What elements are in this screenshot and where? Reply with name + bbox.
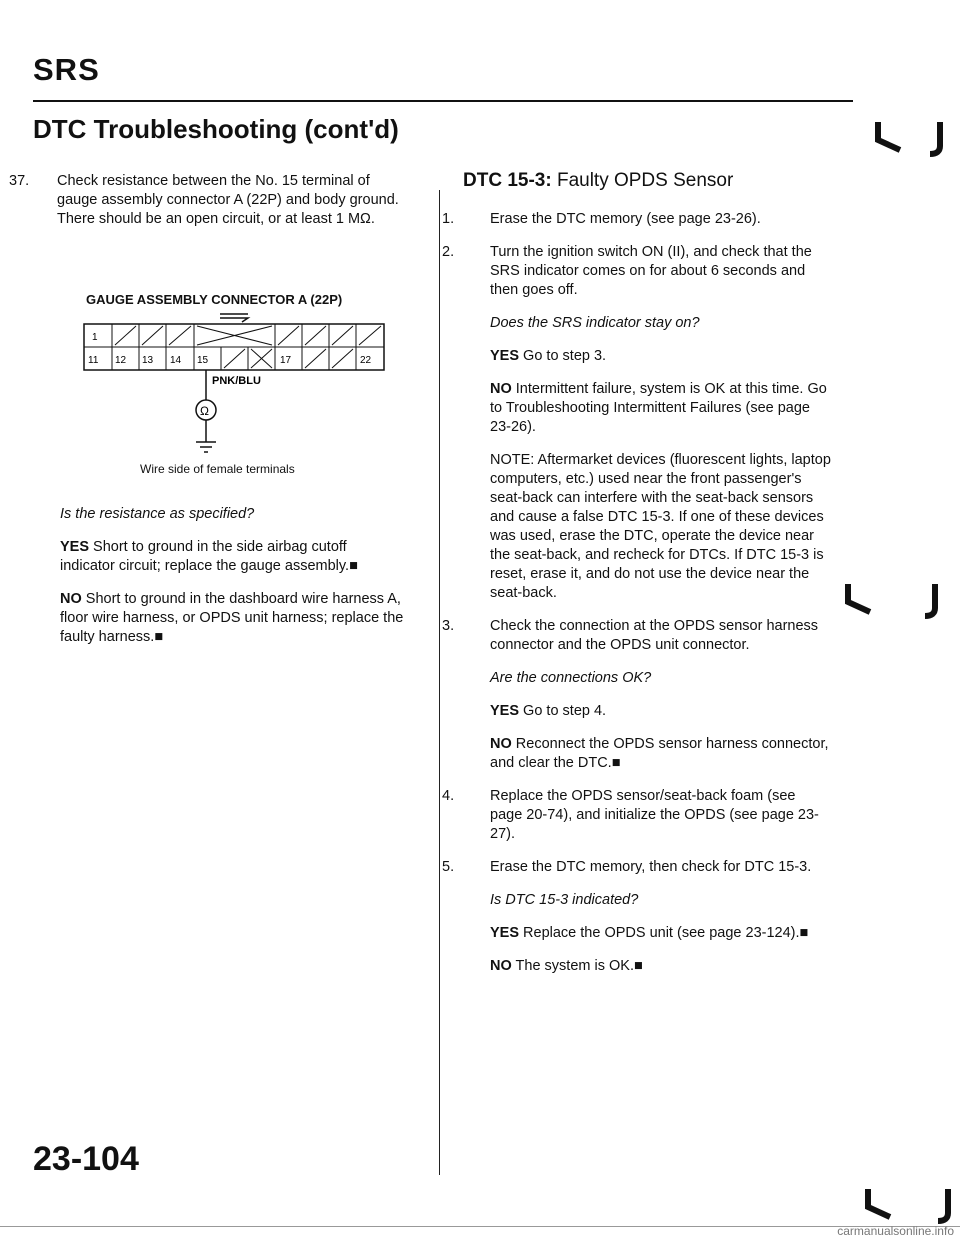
header-rule [33, 100, 853, 102]
yes-answer-5: YES Replace the OPDS unit (see page 23-124).■ [490, 925, 809, 941]
pin-label: 12 [115, 355, 127, 366]
corner-mark-icon [870, 118, 950, 158]
pin-label: 17 [280, 355, 292, 366]
step-1: 1. Erase the DTC memory (see page 23-26). [442, 211, 761, 227]
pin-label: 13 [142, 355, 154, 366]
diagram-title: GAUGE ASSEMBLY CONNECTOR A (22P) [86, 292, 343, 307]
step-37: 37. Check resistance between the No. 15 terminal of gauge assembly connector A (22P) and body ground. There should be an open circuit, or at least 1 MΩ. [9, 173, 399, 227]
pin-label: 15 [197, 355, 209, 366]
question: Is the resistance as specified? [60, 506, 255, 522]
yes-answer-2: YES Go to step 3. [490, 348, 607, 364]
ground-icon [196, 442, 216, 452]
question-2: Does the SRS indicator stay on? [490, 315, 700, 331]
pin-label: 1 [92, 332, 98, 343]
left-column [9, 172, 408, 243]
watermark: carmanualsonline.info [837, 1224, 954, 1238]
yes-answer-3: YES Go to step 4. [490, 703, 607, 719]
page-number: 23-104 [33, 1140, 139, 1178]
yes-answer: YES Short to ground in the side airbag cutoff indicator circuit; replace the gauge assembly.■ [60, 539, 358, 574]
pin-label: 14 [170, 355, 182, 366]
pin-label: 11 [88, 355, 99, 366]
no-answer: NO Short to ground in the dashboard wire harness A, floor wire harness, or OPDS unit harness; replace the faulty harness.■ [60, 591, 404, 645]
question-3: Are the connections OK? [490, 670, 652, 686]
step-3: 3. Check the connection at the OPDS sensor harness connector and the OPDS unit connector. [442, 618, 819, 653]
step-4: 4. Replace the OPDS sensor/seat-back foam (see page 20-74), and initialize the OPDS (see page 23-27). [442, 788, 819, 842]
corner-mark-icon [860, 1185, 960, 1225]
pin-label: 22 [360, 355, 372, 366]
dtc-title: DTC 15-3: Faulty OPDS Sensor [463, 170, 734, 191]
right-column [442, 210, 831, 990]
section-header: SRS [33, 52, 100, 87]
left-answers [60, 505, 405, 661]
page-title: DTC Troubleshooting (cont'd) [33, 114, 399, 144]
column-divider [439, 190, 440, 1175]
ohm-symbol: Ω [200, 404, 209, 418]
no-answer-5: NO The system is OK.■ [490, 958, 643, 974]
diagram-caption: Wire side of female terminals [140, 462, 295, 476]
no-answer-2: NO Intermittent failure, system is OK at this time. Go to Troubleshooting Intermittent Failures (see page 23-26). [490, 381, 827, 435]
corner-mark-icon [840, 580, 950, 620]
wire-color-label: PNK/BLU [212, 375, 261, 387]
question-5: Is DTC 15-3 indicated? [490, 892, 639, 908]
no-answer-3: NO Reconnect the OPDS sensor harness connector, and clear the DTC.■ [490, 736, 829, 771]
footer-rule [0, 1226, 960, 1227]
connector-diagram [70, 308, 390, 458]
step-5: 5. Erase the DTC memory, then check for DTC 15-3. [442, 859, 812, 875]
note: NOTE: Aftermarket devices (fluorescent lights, laptop computers, etc.) used near the front passenger's seat-back can interfere with the seat-back sensors and cause a false DTC 15-3. If one of these devices was used, erase the DTC, operate the device near the seat-back, and recheck for DTCs. If DTC 15-3 is reset, erase it, and do not use the device near the seat-back. [490, 452, 831, 601]
step-2: 2. Turn the ignition switch ON (II), and check that the SRS indicator comes on for about 6 seconds and then goes off. [442, 244, 812, 298]
